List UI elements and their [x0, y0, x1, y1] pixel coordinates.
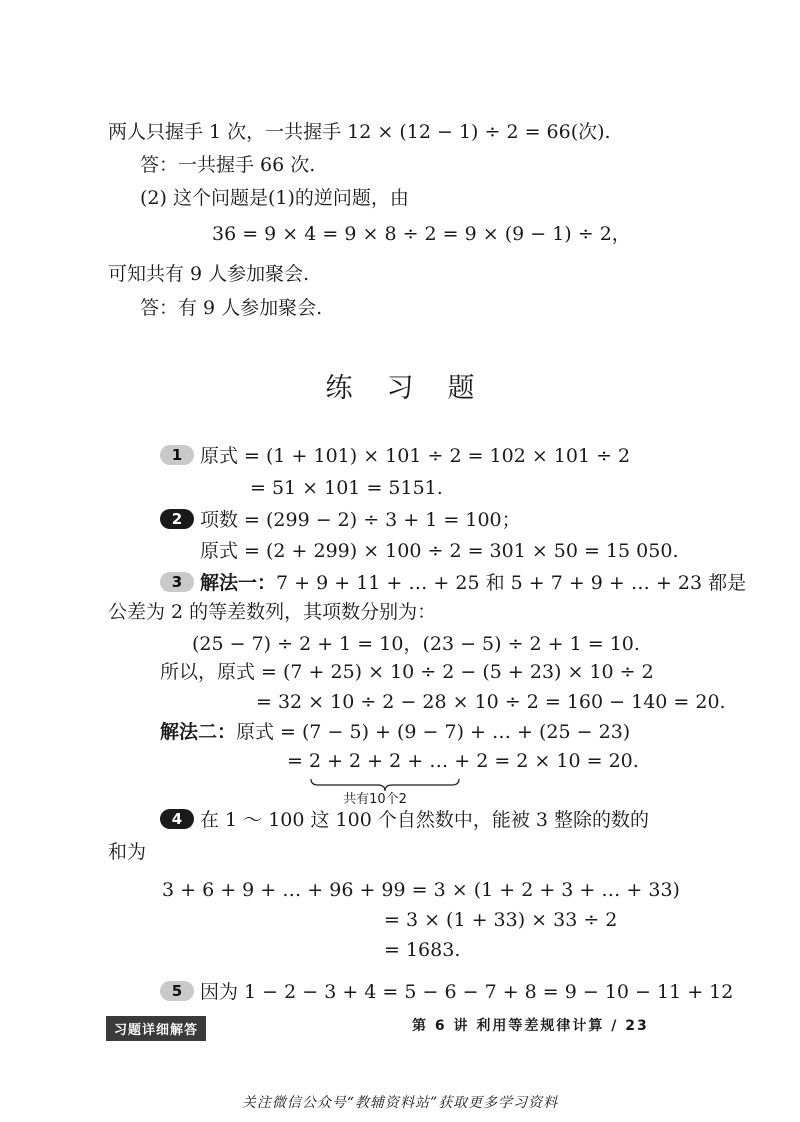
- intro-equation: 36 = 9 × 4 = 9 × 8 ÷ 2 = 9 × (9 − 1) ÷ 2，: [212, 223, 631, 245]
- problem-3-badge: 3: [160, 572, 194, 592]
- intro-answer-2: 答：有 9 人参加聚会.: [140, 297, 323, 319]
- problem-3-line-7: = 2 + 2 + 2 + … + 2 = 2 × 10 = 20.: [287, 750, 639, 772]
- problem-3-line-5: = 32 × 10 ÷ 2 − 28 × 10 ÷ 2 = 160 − 140 = 20.: [256, 691, 726, 713]
- problem-1-line-1: [160, 444, 630, 468]
- problem-4-text: 在 1 ～ 100 这 100 个自然数中，能被 3 整除的数的: [200, 809, 650, 831]
- problem-3-method-2-text: 原式 = (7 − 5) + (9 − 7) + … + (25 − 23): [236, 721, 631, 743]
- problem-2-badge: 2: [160, 509, 194, 529]
- footer-section-tag: 习题详细解答: [106, 1016, 206, 1041]
- problem-1-text: 原式 = (1 + 101) × 101 ÷ 2 = 102 × 101 ÷ 2: [200, 445, 631, 467]
- problem-3-method-2-label: 解法二：: [160, 721, 237, 743]
- intro-conclusion: 可知共有 9 人参加聚会.: [108, 263, 310, 285]
- problem-2-line-1: [160, 508, 521, 532]
- intro-line-1: 两人只握手 1 次，一共握手 12 × (12 − 1) ÷ 2 = 66(次).: [108, 121, 611, 143]
- problem-4-badge: 4: [160, 809, 194, 829]
- problem-4-line-1: [160, 808, 649, 832]
- problem-3-line-1: [160, 571, 746, 595]
- underbrace-label: 共有10个2: [343, 792, 407, 807]
- problem-1-line-2: = 51 × 101 = 5151.: [250, 477, 443, 499]
- problem-4-line-2: 和为: [108, 841, 147, 863]
- problem-2-line-2: 原式 = (2 + 299) × 100 ÷ 2 = 301 × 50 = 15 050.: [200, 540, 679, 562]
- intro-question-2: (2) 这个问题是(1)的逆问题，由: [140, 187, 409, 209]
- problem-3-line-2: 公差为 2 的等差数列，其项数分别为：: [108, 601, 437, 623]
- problem-2-text: 项数 = (299 − 2) ÷ 3 + 1 = 100；: [200, 509, 521, 531]
- watermark-text: 关注微信公众号“教辅资料站”获取更多学习资料: [241, 1095, 559, 1111]
- intro-answer-1: 答：一共握手 66 次.: [140, 154, 316, 176]
- problem-4-line-4: = 3 × (1 + 33) × 33 ÷ 2: [384, 909, 618, 931]
- problem-3-text: 7 + 9 + 11 + … + 25 和 5 + 7 + 9 + … + 23 都是: [276, 572, 747, 594]
- problem-3-line-4: 所以，原式 = (7 + 25) × 10 ÷ 2 − (5 + 23) × 10 ÷ 2: [160, 661, 654, 683]
- problem-3-line-6: [160, 720, 630, 744]
- problem-3-line-3: (25 − 7) ÷ 2 + 1 = 10，(23 − 5) ÷ 2 + 1 = 10.: [192, 633, 640, 655]
- problem-5-text: 因为 1 − 2 − 3 + 4 = 5 − 6 − 7 + 8 = 9 − 10 − 11 + 12: [200, 981, 734, 1003]
- problem-1-badge: 1: [160, 445, 194, 465]
- problem-5-line-1: [160, 980, 733, 1004]
- section-title: 练习题: [325, 373, 509, 404]
- problem-5-badge: 5: [160, 981, 194, 1001]
- problem-3-method-1-label: 解法一：: [200, 572, 277, 594]
- problem-4-line-3: 3 + 6 + 9 + … + 96 + 99 = 3 × (1 + 2 + 3 + … + 33): [162, 879, 680, 901]
- problem-4-line-5: = 1683.: [384, 939, 461, 961]
- footer-chapter-page: 第 6 讲 利用等差规律计算 / 23: [412, 1018, 649, 1034]
